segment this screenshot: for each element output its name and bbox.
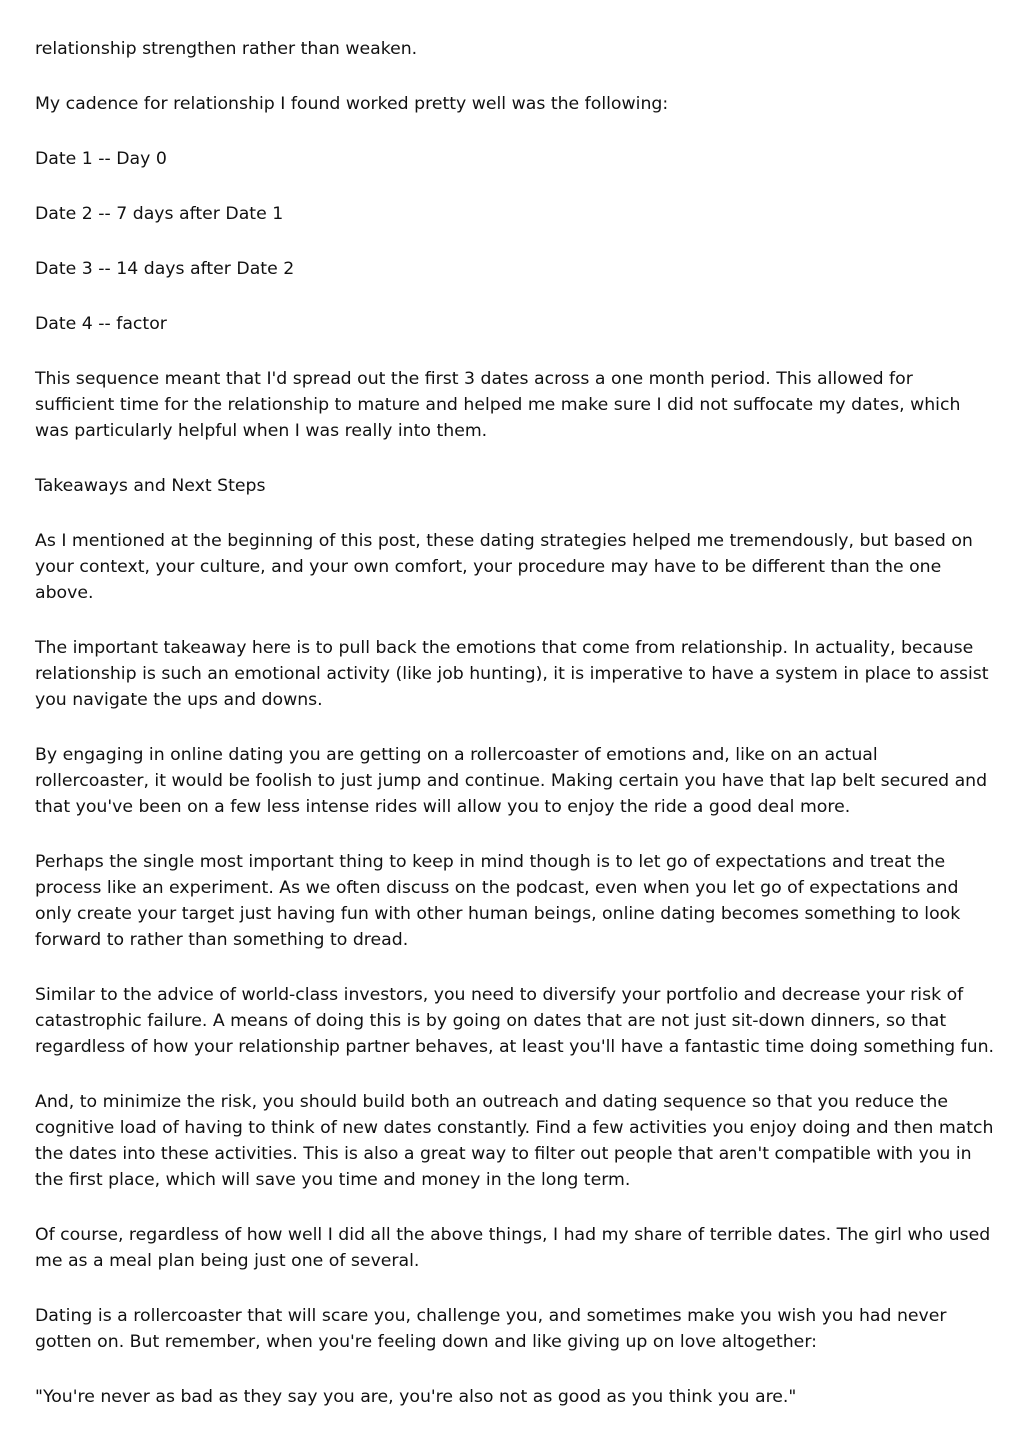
closing-quote: "You're never as bad as they say you are, you're also not as good as you think you are." bbox=[35, 1387, 797, 1407]
paragraph-cadence-intro: My cadence for relationship I found worked pretty well was the following: bbox=[35, 94, 669, 114]
paragraph-sequence: This sequence meant that I'd spread out the first 3 dates across a one month period. This allowed for sufficient time for the relationship to mature and helped me make sure I did not suffocate my dates, which was particularly helpful when I was really into them. bbox=[35, 369, 961, 441]
list-item-date-4: Date 4 -- factor bbox=[35, 314, 167, 334]
paragraph-terrible-dates: Of course, regardless of how well I did all the above things, I had my share of terrible dates. The girl who used me as a meal plan being just one of several. bbox=[35, 1225, 991, 1271]
paragraph-intro-end: relationship strengthen rather than weaken. bbox=[35, 39, 418, 59]
paragraph-strategies: As I mentioned at the beginning of this post, these dating strategies helped me tremendously, but based on your context, your culture, and your own comfort, your procedure may have to be different than the one above. bbox=[35, 531, 973, 603]
section-heading-takeaways: Takeaways and Next Steps bbox=[35, 476, 266, 496]
list-item-date-2: Date 2 -- 7 days after Date 1 bbox=[35, 204, 284, 224]
paragraph-outreach: And, to minimize the risk, you should build both an outreach and dating sequence so that you reduce the cognitive load of having to think of new dates constantly. Find a few activities you enjoy doing and then match the dates into these activities. This is also a great way to filter out people that aren't compatible with you in the first place, which will save you time and money in the long term. bbox=[35, 1092, 994, 1190]
list-item-date-3: Date 3 -- 14 days after Date 2 bbox=[35, 259, 295, 279]
paragraph-rollercoaster: By engaging in online dating you are getting on a rollercoaster of emotions and, like on an actual rollercoaster, it would be foolish to just jump and continue. Making certain you have that lap belt secured and that you've been on a few less intense rides will allow you to enjoy the ride a good deal more. bbox=[35, 745, 988, 817]
paragraph-investors: Similar to the advice of world-class investors, you need to diversify your portfolio and decrease your risk of catastrophic failure. A means of doing this is by going on dates that are not just sit-down dinners, so that regardless of how your relationship partner behaves, at least you'll have a fantastic time doing something fun. bbox=[35, 985, 995, 1057]
document-body bbox=[35, 36, 995, 1439]
paragraph-important-takeaway: The important takeaway here is to pull back the emotions that come from relationship. In actuality, because relationship is such an emotional activity (like job hunting), it is imperative to have a system in place to assist you navigate the ups and downs. bbox=[35, 638, 989, 710]
paragraph-dating-rollercoaster: Dating is a rollercoaster that will scare you, challenge you, and sometimes make you wish you had never gotten on. But remember, when you're feeling down and like giving up on love altogether: bbox=[35, 1306, 947, 1352]
paragraph-expectations: Perhaps the single most important thing to keep in mind though is to let go of expectations and treat the process like an experiment. As we often discuss on the podcast, even when you let go of expectations and only create your target just having fun with other human beings, online dating becomes something to look forward to rather than something to dread. bbox=[35, 852, 961, 950]
list-item-date-1: Date 1 -- Day 0 bbox=[35, 149, 167, 169]
